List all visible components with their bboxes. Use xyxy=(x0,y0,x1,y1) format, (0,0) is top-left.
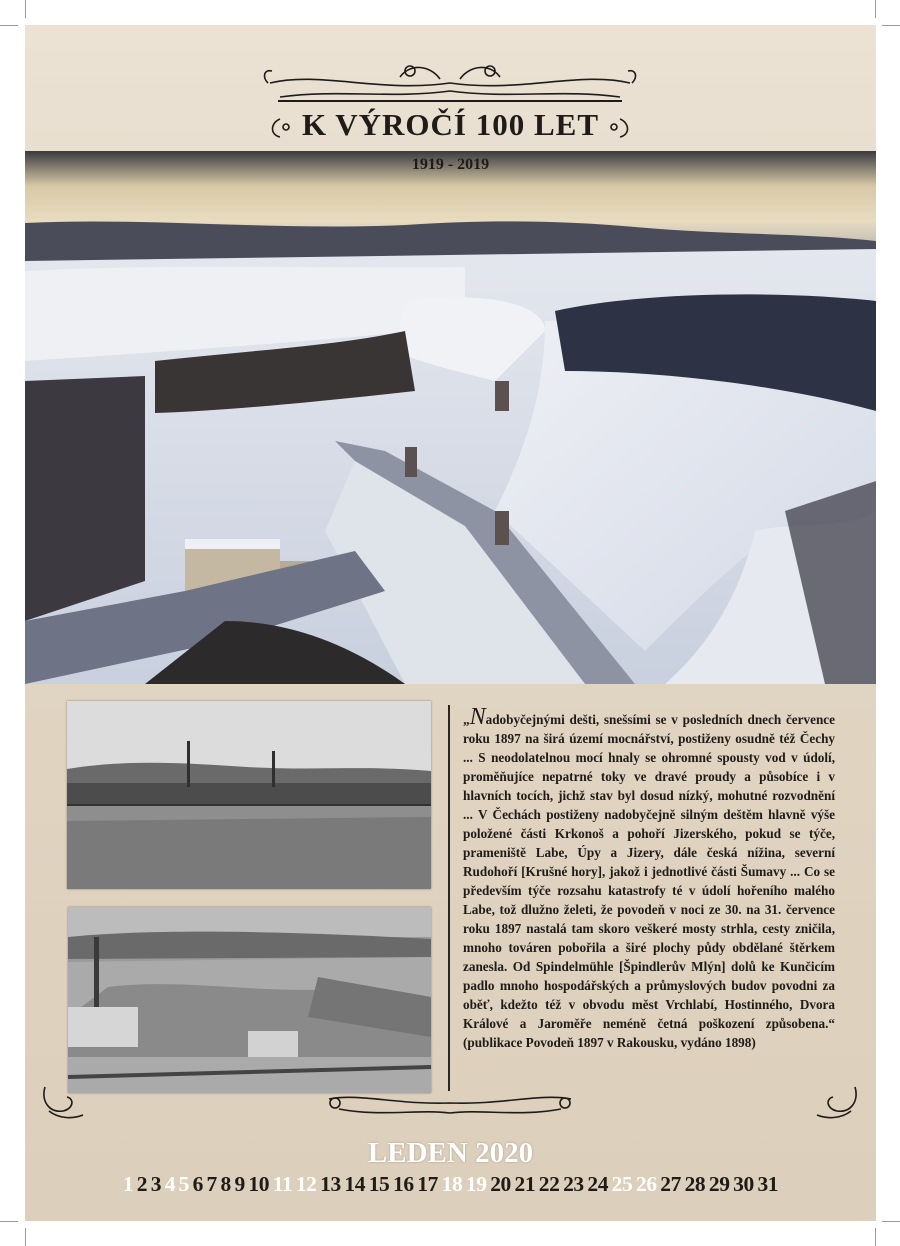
calendar-day: 12 xyxy=(295,1172,317,1196)
calendar-day: 21 xyxy=(514,1172,536,1196)
divider-line xyxy=(448,705,450,1091)
calendar-day: 2 xyxy=(136,1172,148,1196)
calendar-day: 8 xyxy=(220,1172,231,1196)
crop-mark xyxy=(875,0,876,18)
calendar-day: 7 xyxy=(206,1172,217,1196)
crop-mark xyxy=(882,25,900,26)
calendar-page xyxy=(25,25,876,1221)
calendar-day: 13 xyxy=(320,1172,341,1196)
crop-mark xyxy=(875,1228,876,1246)
calendar-day: 6 xyxy=(192,1172,203,1196)
page-title: K VÝROČÍ 100 LET xyxy=(301,107,600,142)
calendar-day: 16 xyxy=(393,1172,414,1196)
calendar-day: 25 xyxy=(611,1172,633,1196)
old-photo-town xyxy=(67,701,431,889)
month-title: LEDEN 2020 xyxy=(367,1137,534,1169)
calendar-day: 30 xyxy=(733,1172,754,1196)
calendar-day: 31 xyxy=(757,1172,779,1196)
calendar-day: 24 xyxy=(587,1172,609,1196)
calendar-day: 18 xyxy=(441,1172,463,1196)
calendar-days xyxy=(25,1172,876,1197)
calendar-day: 28 xyxy=(684,1172,706,1196)
calendar-day: 14 xyxy=(344,1172,366,1196)
calendar-day: 17 xyxy=(417,1172,438,1196)
quote-body: adobyčejnými dešti, snešsími se v posledních dnech července roku 1897 na širá území mocnářství, postiženy osudně též Čechy ... S neodolatelnou mocí hnaly se ohromné spousty vod v údolí, proměňujíce nepatrné toky ve dravé proudy a působíce i v hlavních tocích, jichž stav byl dosud nízký, mohutné rozvodnění ... V Čechách postiženy nadobyčejně silným deštěm hlavně výše položené části Krkonoš a pohoří Jizerského, pokud se týče, prameniště Labe, Úpy a Jizery, dále česká nížina, severní Rudohoří [Krušné hory], jakož i jednotlivé části Šumavy ... Co se především týče rozsahu katastrofy té v údolí hořeního malého Labe, tož dlužno želeti, že povodeň v noci ze 30. na 31. července roku 1897 nastalá tam skoro veškeré mosty strhla, cesty zničila, mnoho továren pobořila a širé plochy půdy obdělané štěrkem zanesla. Od Spindelmühle [Špindlerův Mlýn] dolů ke Kunčicím padlo mnoho hospodářských a průmyslových budov povodni za oběť, kdežto též v obvodu měst Vrchlabí, Hostinného, Dvora Králové a Jaroměře neméně četná poškození způsobena.“ (publikace Povodeň 1897 v Rakousku, vydáno 1898) xyxy=(463,712,835,1050)
calendar-day: 19 xyxy=(465,1172,487,1196)
old-photo-aerial xyxy=(68,907,431,1093)
calendar-day: 22 xyxy=(538,1172,560,1196)
calendar-day: 29 xyxy=(708,1172,730,1196)
crop-mark xyxy=(0,1221,18,1222)
crop-mark xyxy=(882,1221,900,1222)
crop-mark xyxy=(25,0,26,18)
calendar-day: 15 xyxy=(368,1172,390,1196)
main-photo xyxy=(25,151,876,684)
calendar-day: 4 xyxy=(164,1172,176,1196)
quote-dropcap: N xyxy=(469,704,486,730)
quote-opening: „ xyxy=(463,712,470,727)
years-label: 1919 - 2019 xyxy=(411,156,490,173)
crop-mark xyxy=(0,25,18,26)
calendar-day: 20 xyxy=(490,1172,511,1196)
calendar-day: 23 xyxy=(563,1172,584,1196)
calendar-day: 3 xyxy=(150,1172,162,1196)
calendar-day: 11 xyxy=(272,1172,293,1196)
calendar-day: 27 xyxy=(660,1172,681,1196)
calendar-day: 1 xyxy=(122,1172,134,1196)
calendar-day: 10 xyxy=(248,1172,270,1196)
footer-ornament xyxy=(39,1079,861,1129)
calendar-day: 5 xyxy=(178,1172,189,1196)
calendar-day: 9 xyxy=(234,1172,245,1196)
calendar-day: 26 xyxy=(635,1172,657,1196)
crop-mark xyxy=(25,1228,26,1246)
quote-text xyxy=(463,704,835,1052)
